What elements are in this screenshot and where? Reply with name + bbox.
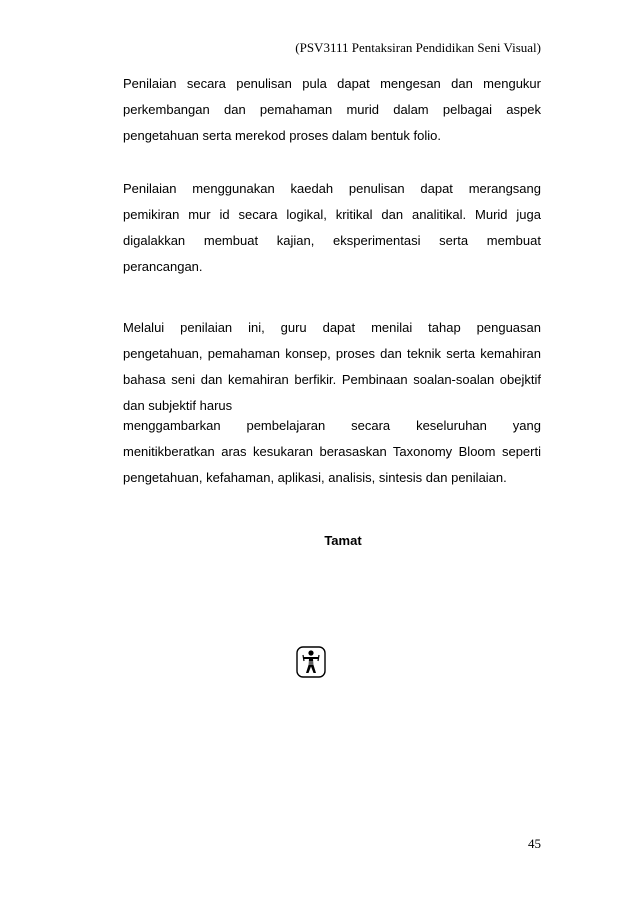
paragraph-4: [123, 413, 541, 491]
figure-ornament-icon: [296, 646, 326, 678]
paragraph-3: [123, 315, 541, 419]
page-number: 45: [528, 836, 541, 851]
running-header: (PSV3111 Pentaksiran Pendidikan Seni Visual): [295, 40, 541, 55]
paragraph-line: Penilaian secara penulisan pula dapat mengesan dan mengukur: [123, 76, 541, 91]
paragraph-2: [123, 176, 541, 280]
paragraph-line: dan subjektif harus: [123, 398, 233, 413]
paragraph-line: pemikiran mur id secara logikal, kritikal dan analitikal. Murid juga: [123, 207, 541, 222]
closing-title: Tamat: [324, 533, 362, 548]
paragraph-line: bahasa seni dan kemahiran berfikir. Pembinaan soalan-soalan obejktif: [123, 372, 541, 387]
paragraph-line: digalakkan membuat kajian, eksperimentasi serta membuat: [123, 233, 541, 248]
paragraph-line: pengetahuan, kefahaman, aplikasi, analisis, sintesis dan penilaian.: [123, 470, 507, 485]
paragraph-line: perancangan.: [123, 259, 203, 274]
paragraph-line: menitikberatkan aras kesukaran berasaskan Taxonomy Bloom seperti: [123, 444, 541, 459]
paragraph-line: menggambarkan pembelajaran secara keseluruhan yang: [123, 418, 541, 433]
paragraph-line: pengetahuan serta merekod proses dalam bentuk folio.: [123, 128, 441, 143]
paragraph-line: Penilaian menggunakan kaedah penulisan dapat merangsang: [123, 181, 541, 196]
paragraph-1: [123, 71, 541, 149]
paragraph-line: perkembangan dan pemahaman murid dalam pelbagai aspek: [123, 102, 541, 117]
paragraph-line: pengetahuan, pemahaman konsep, proses dan teknik serta kemahiran: [123, 346, 541, 361]
paragraph-line: Melalui penilaian ini, guru dapat menilai tahap penguasan: [123, 320, 541, 335]
